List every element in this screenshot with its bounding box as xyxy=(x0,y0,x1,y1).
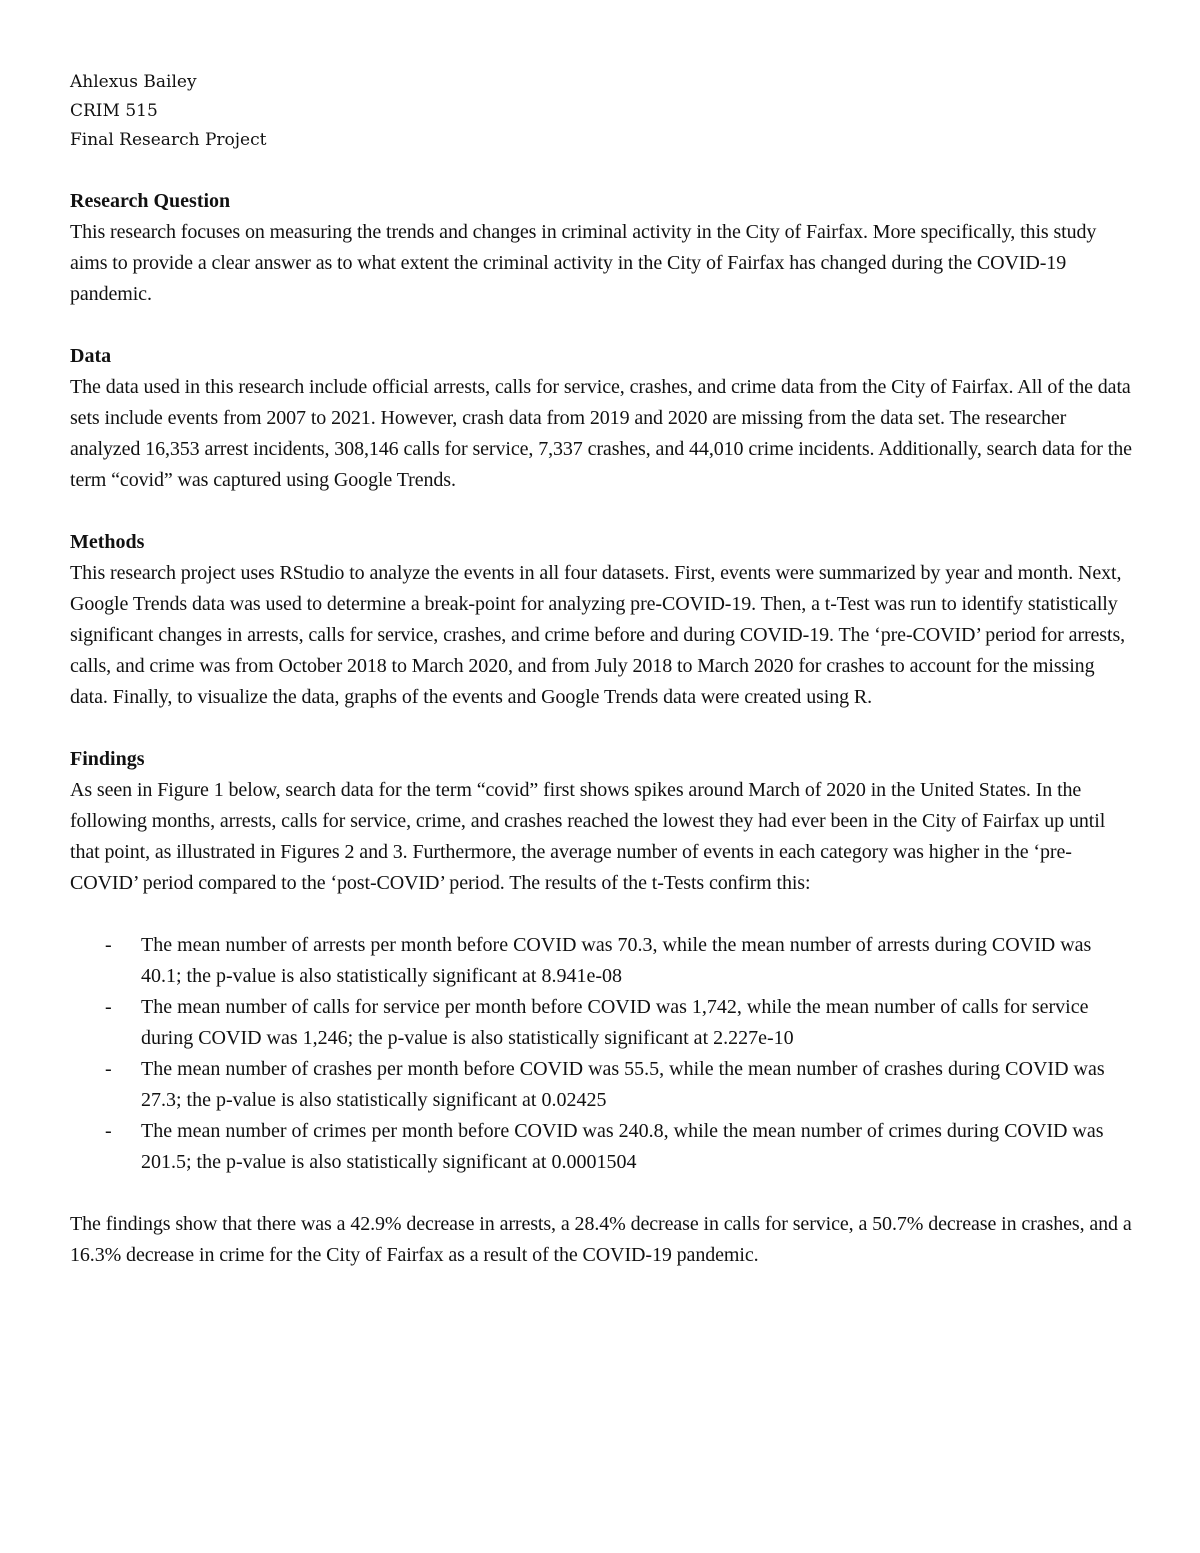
list-item xyxy=(70,1054,1132,1116)
methods-heading: Methods xyxy=(70,531,145,553)
assignment-title: Final Research Project xyxy=(70,130,267,150)
list-item-text: The mean number of crashes per month before COVID was 55.5, while the mean number of crashes during COVID was 27.3; the p-value is also statistically significant at 0.02425 xyxy=(141,1058,1105,1111)
list-item-text: The mean number of calls for service per month before COVID was 1,742, while the mean number of calls for service during COVID was 1,246; the p-value is also statistically significant at 2.227e-10 xyxy=(141,996,1089,1049)
research-question-heading: Research Question xyxy=(70,190,231,212)
document-header xyxy=(70,68,1132,155)
list-item xyxy=(70,1116,1132,1178)
course-code: CRIM 515 xyxy=(70,101,158,121)
document-page xyxy=(70,68,1132,1302)
methods-body: This research project uses RStudio to analyze the events in all four datasets. First, events were summarized by year and month. Next, Google Trends data was used to determine a break-point for analyzing pre-COVID-19. Then, a t-Test was run to identify statistically significant changes in arrests, calls for service, crashes, and crime before and during COVID-19. The ‘pre-COVID’ period for arrests, calls, and crime was from October 2018 to March 2020, and from July 2018 to March 2020 for crashes to account for the missing data. Finally, to visualize the data, graphs of the events and Google Trends data were created using R. xyxy=(70,562,1126,708)
list-item xyxy=(70,992,1132,1054)
list-item-text: The mean number of arrests per month before COVID was 70.3, while the mean number of arrests during COVID was 40.1; the p-value is also statistically significant at 8.941e-08 xyxy=(141,934,1092,987)
author-name: Ahlexus Bailey xyxy=(70,72,197,92)
t-test-results-list xyxy=(70,930,1132,1178)
findings-conclusion: The findings show that there was a 42.9% decrease in arrests, a 28.4% decrease in calls for service, a 50.7% decrease in crashes, and a 16.3% decrease in crime for the City of Fairfax as a result of the COVID-19 pandemic. xyxy=(70,1213,1132,1266)
findings-heading: Findings xyxy=(70,748,145,770)
findings-section xyxy=(70,744,1132,1271)
research-question-body: This research focuses on measuring the trends and changes in criminal activity in the City of Fairfax. More specifically, this study aims to provide a clear answer as to what extent the criminal activity in the City of Fairfax has changed during the COVID-19 pandemic. xyxy=(70,221,1097,305)
data-heading: Data xyxy=(70,345,112,367)
bullet-marker: - xyxy=(105,996,112,1018)
bullet-marker: - xyxy=(105,1120,112,1142)
bullet-marker: - xyxy=(105,1058,112,1080)
bullet-marker: - xyxy=(105,934,112,956)
research-question-section xyxy=(70,186,1132,310)
data-section xyxy=(70,341,1132,496)
findings-intro: As seen in Figure 1 below, search data for the term “covid” first shows spikes around March of 2020 in the United States. In the following months, arrests, calls for service, crime, and crashes reached the lowest they had ever been in the City of Fairfax up until that point, as illustrated in Figures 2 and 3. Furthermore, the average number of events in each category was higher in the ‘pre-COVID’ period compared to the ‘post-COVID’ period. The results of the t-Tests confirm this: xyxy=(70,779,1106,894)
list-item-text: The mean number of crimes per month before COVID was 240.8, while the mean number of crimes during COVID was 201.5; the p-value is also statistically significant at 0.0001504 xyxy=(141,1120,1104,1173)
methods-section xyxy=(70,527,1132,713)
list-item xyxy=(70,930,1132,992)
data-body: The data used in this research include official arrests, calls for service, crashes, and crime data from the City of Fairfax. All of the data sets include events from 2007 to 2021. However, crash data from 2019 and 2020 are missing from the data set. The researcher analyzed 16,353 arrest incidents, 308,146 calls for service, 7,337 crashes, and 44,010 crime incidents. Additionally, search data for the term “covid” was captured using Google Trends. xyxy=(70,376,1132,491)
